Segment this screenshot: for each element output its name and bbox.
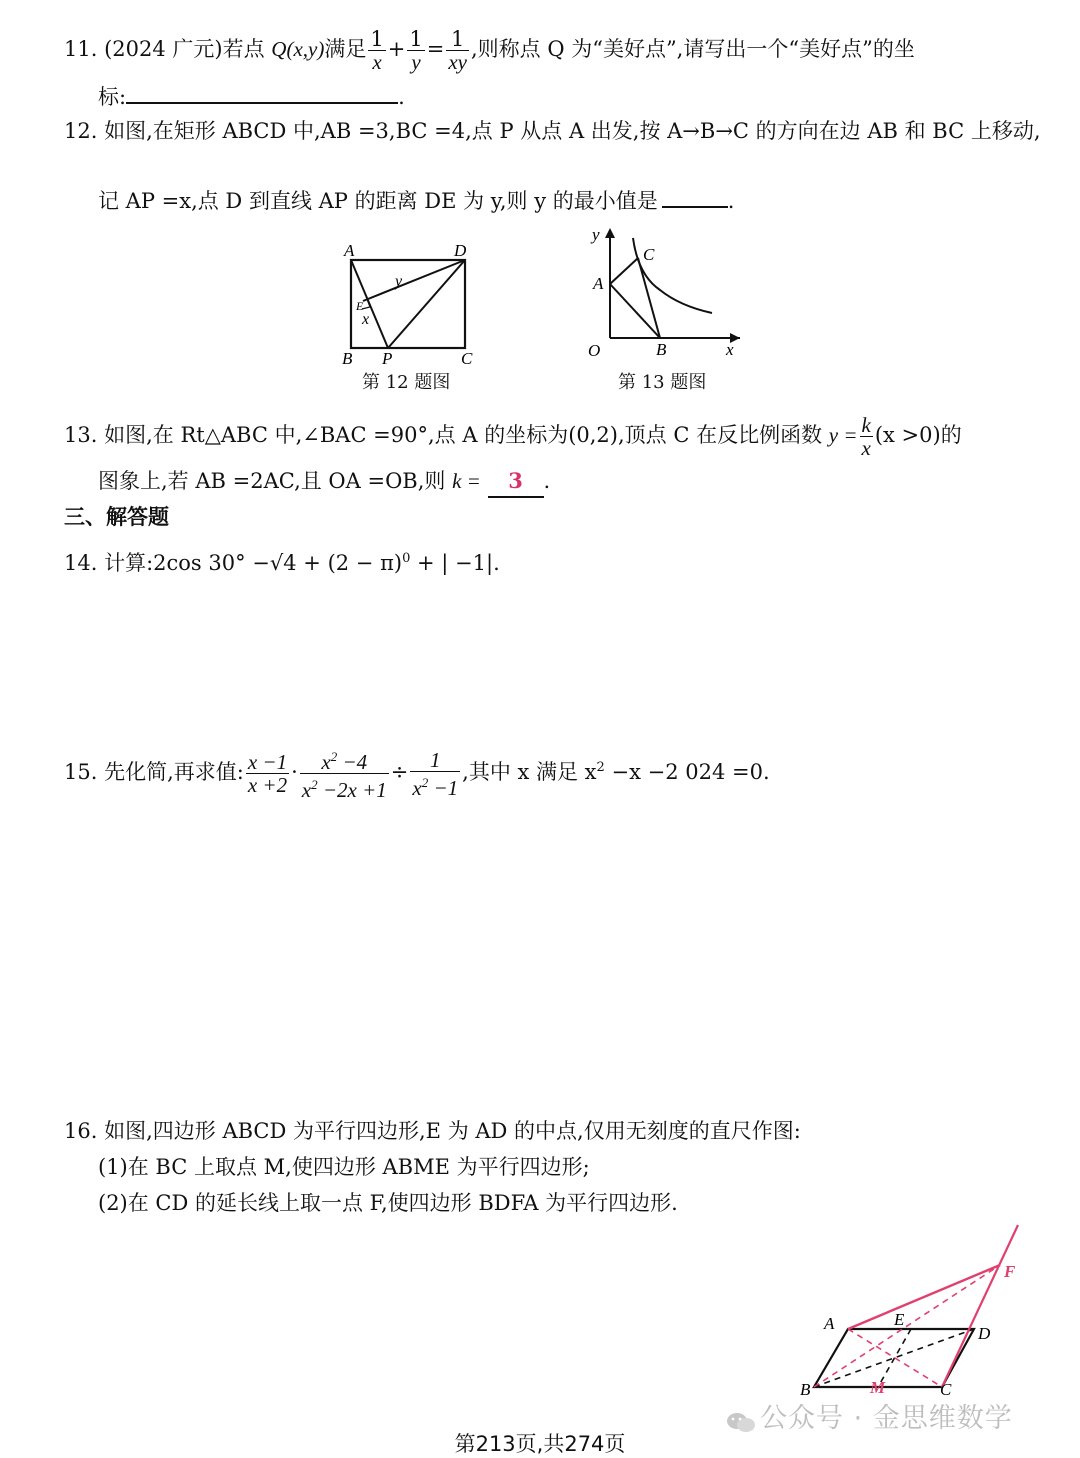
fig13-label-b: B [656, 340, 667, 359]
q11-frac3 [446, 28, 469, 73]
fig16-line-cf [942, 1225, 1018, 1387]
q11-frac1-num: 1 [370, 27, 384, 51]
q12-line2 [98, 166, 734, 216]
q14-line [64, 544, 500, 578]
q13-frac-num: k [861, 413, 871, 437]
fig16-label-m: M [870, 1378, 886, 1395]
q11-source: (2024 广元) [104, 37, 223, 61]
fig13-label-x: x [726, 340, 734, 359]
q14-text: 计算:2cos 30° −√4 + (2 − π) [104, 551, 403, 575]
q15-frac3-num: 1 [410, 749, 460, 772]
q11-text-c: ,则称点 Q 为“美好点”,请写出一个“美好点”的坐 [470, 37, 915, 61]
q15-frac2-den: $x^2 -2x +1$ [301, 777, 387, 802]
q11-number: 11. [64, 37, 98, 61]
fig12-label-e: E [356, 299, 364, 313]
q12-text-line2: 记 AP =x,点 D 到直线 AP 的距离 DE 为 y,则 y 的最小值是 [98, 189, 658, 213]
fig13-line-ac [610, 258, 638, 284]
page-footer: 第213页,共274页 [454, 1432, 626, 1456]
q13-line2-a: 图象上,若 AB =2AC,且 OA =OB,则 [98, 469, 446, 493]
fig16-label-e: E [894, 1310, 905, 1329]
q11-end: . [398, 85, 405, 109]
fig12-label-b: B [342, 349, 353, 368]
q13-number: 13. [64, 423, 98, 447]
fig13-caption: 第 13 题图 [618, 372, 707, 393]
q13-frac [860, 414, 873, 459]
fig13-label-o: O [588, 341, 601, 360]
q11-text-b: 满足 [324, 37, 367, 61]
q14-text-b: + | −1|. [410, 551, 500, 575]
q16-number: 16. [64, 1119, 98, 1143]
q16-text-line2: (1)在 BC 上取点 M,使四边形 ABME 为平行四边形; [98, 1155, 590, 1179]
fig16-label-b: B [800, 1380, 811, 1395]
q11-answer-blank[interactable] [126, 80, 398, 104]
q13-line2 [98, 466, 550, 498]
q15-tail-exp: 2 [596, 760, 605, 775]
q11-plus: + [387, 37, 406, 61]
q13-answer: 3 [508, 468, 523, 493]
q11-frac3-num: 1 [446, 28, 469, 51]
q11-frac1-den: x [372, 50, 382, 74]
q12-end: . [727, 189, 735, 213]
figure-13 [580, 220, 750, 370]
watermark-text: 公众号 · 金思维数学 [760, 1403, 1013, 1434]
q11-text-a: 若点 [222, 37, 265, 61]
fig12-label-c: C [461, 349, 473, 368]
q11-point: Q(x,y) [271, 37, 325, 61]
fig12-label-y: y [395, 273, 403, 290]
fig16-label-d: D [978, 1324, 991, 1343]
q15-dot: · [291, 760, 298, 784]
q13-frac-den: x [861, 436, 871, 460]
fig16-label-c: C [940, 1380, 952, 1395]
fig16-line-bf [814, 1265, 1000, 1387]
fig13-y-arrow [605, 228, 615, 238]
q12-number: 12. [64, 119, 98, 143]
q13-func-lhs: y = [828, 423, 858, 447]
q11-eq: = [426, 37, 445, 61]
q13-line1 [64, 414, 962, 459]
q15-frac1 [246, 751, 289, 796]
q11-line2 [98, 80, 405, 112]
q14-number: 14. [64, 551, 98, 575]
section-3-title: 三、解答题 [64, 504, 169, 529]
q12-answer-blank[interactable] [662, 166, 728, 208]
q16-line2 [98, 1152, 590, 1182]
fig12-caption: 第 12 题图 [362, 372, 451, 393]
q11-frac2-num: 1 [409, 27, 423, 51]
q11-line1 [64, 28, 915, 73]
q16-line3 [98, 1188, 678, 1218]
q15-frac3 [410, 749, 460, 799]
q11-frac3-den: xy [448, 50, 467, 74]
fig12-label-p: P [382, 349, 393, 368]
q15-number: 15. [64, 760, 98, 784]
fig16-diagonal-ac [848, 1329, 942, 1387]
q15-tail-b: −x −2 024 =0. [604, 760, 770, 784]
q12-text-line1: 如图,在矩形 ABCD 中,AB =3,BC =4,点 P 从点 A 出发,按 A→B→C 的方向在边 AB 和 BC 上移动, [104, 119, 1041, 143]
q13-text-b: (x >0)的 [874, 423, 962, 447]
q13-text-a: 如图,在 Rt△ABC 中,∠BAC =90°,点 A 的坐标为(0,2),顶点 C 在反比例函数 [104, 423, 823, 447]
q11-frac1 [368, 28, 385, 73]
q15-frac2 [300, 746, 389, 801]
q16-line1 [64, 1116, 801, 1146]
q15-frac2-num: $x^2 -4$ [300, 746, 389, 774]
fig13-label-a: A [593, 274, 604, 293]
q15-frac1-num: x −1 [247, 750, 288, 774]
q16-text-line1: 如图,四边形 ABCD 为平行四边形,E 为 AD 的中点,仅用无刻度的直尺作图: [104, 1119, 801, 1143]
q15-div: ÷ [390, 760, 409, 784]
q11-text-d: 标: [98, 85, 127, 109]
q13-answer-blank[interactable] [488, 466, 544, 498]
fig12-label-d: D [454, 241, 467, 260]
fig16-label-a: A [824, 1314, 835, 1333]
fig16-label-f: F [1004, 1262, 1016, 1281]
q15-tail-a: ,其中 x 满足 x [462, 760, 597, 784]
q15-frac1-den: x +2 [247, 773, 288, 797]
fig13-label-c: C [643, 245, 655, 264]
q16-text-line3: (2)在 CD 的延长线上取一点 F,使四边形 BDFA 为平行四边形. [98, 1191, 678, 1215]
fig12-line-de [363, 260, 465, 301]
q14-exp: 0 [402, 551, 411, 566]
q12-line1 [64, 116, 1041, 146]
q15-line [64, 746, 770, 801]
figure-16 [790, 1215, 1030, 1395]
q11-frac2-den: y [411, 50, 421, 74]
figure-12 [330, 238, 490, 368]
fig16-line-af [848, 1265, 1000, 1329]
q11-frac2 [407, 28, 424, 73]
q15-lead: 先化简,再求值: [104, 760, 244, 784]
fig12-label-a: A [344, 241, 355, 260]
fig12-rectangle [351, 260, 465, 348]
q13-k-label: k = [452, 469, 481, 493]
fig13-label-y: y [592, 225, 600, 244]
fig12-label-x: x [362, 311, 370, 328]
q15-frac3-den: $x^2 -1$ [412, 774, 459, 800]
q13-end: . [543, 469, 551, 493]
